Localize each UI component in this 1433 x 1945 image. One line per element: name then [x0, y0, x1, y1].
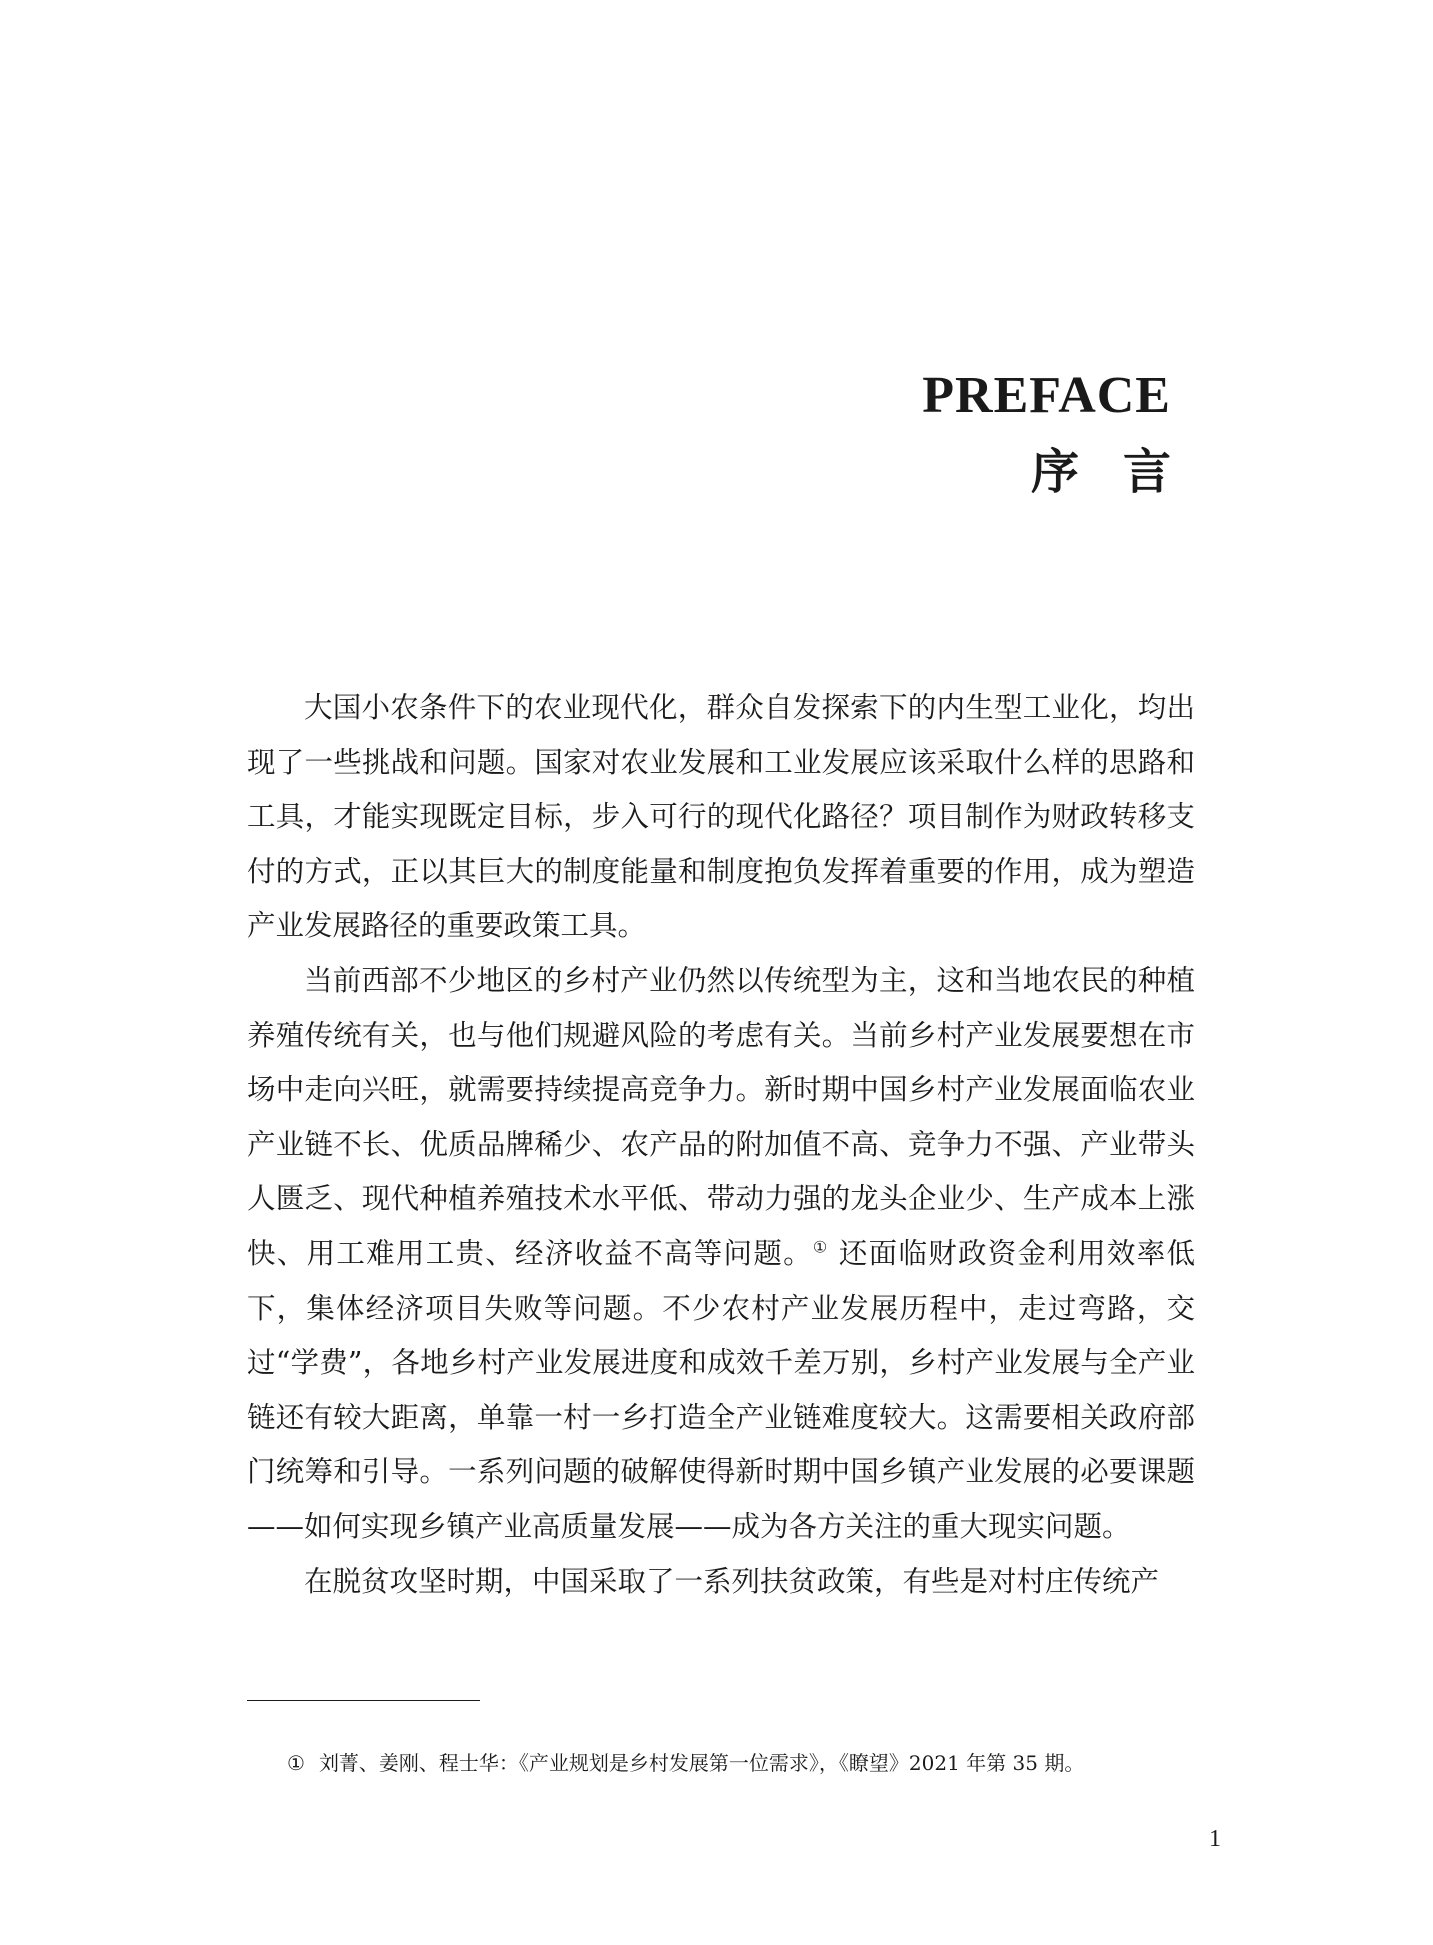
paragraph-2-part-1: 当前西部不少地区的乡村产业仍然以传统型为主，这和当地农民的种植养殖传统有关，也与他们规避风险的考虑有关。当前乡村产业发展要想在市场中走向兴旺，就需要持续提高竞争力。新时期中国乡村产业发展面临农业产业链不长、优质品牌稀少、农产品的附加值不高、竞争力不强、产业带头人匮乏、现代种植养殖技术水平低、带动力强的龙头企业少、生产成本上涨快、用工难用工贵、经济收益不高等问题。	[247, 963, 1195, 1270]
footnote-reference[interactable]: ①	[812, 1237, 829, 1257]
footnote-divider	[247, 1700, 480, 1701]
footnote-text: 刘菁、姜刚、程士华：《产业规划是乡村发展第一位需求》，《瞭望》2021 年第 35 期。	[318, 1751, 1085, 1775]
paragraph-2-part-2: 还面临财政资金利用效率低下，集体经济项目失败等问题。不少农村产业发展历程中，走过弯路，交过“学费”，各地乡村产业发展进度和成效千差万别，乡村产业发展与全产业链还有较大距离，单靠一村一乡打造全产业链难度较大。这需要相关政府部门统筹和引导。一系列问题的破解使得新时期中国乡镇产业发展的必要课题——如何实现乡镇产业高质量发展——成为各方关注的重大现实问题。	[247, 1236, 1195, 1543]
main-body	[247, 681, 1195, 1609]
paragraph-1: 大国小农条件下的农业现代化，群众自发探索下的内生型工业化，均出现了一些挑战和问题。国家对农业发展和工业发展应该采取什么样的思路和工具，才能实现既定目标，步入可行的现代化路径？项目制作为财政转移支付的方式，正以其巨大的制度能量和制度抱负发挥着重要的作用，成为塑造产业发展路径的重要政策工具。	[247, 691, 1195, 943]
footnote-mark: ①	[287, 1751, 305, 1775]
paragraph-3: 在脱贫攻坚时期，中国采取了一系列扶贫政策，有些是对村庄传统产	[304, 1564, 1160, 1598]
preface-title-zh: 序言	[1030, 444, 1215, 500]
page-number: 1	[1209, 1826, 1221, 1852]
paragraph-2	[247, 954, 1195, 1555]
footnote	[287, 1751, 1084, 1775]
preface-title-en: PREFACE	[922, 367, 1171, 424]
